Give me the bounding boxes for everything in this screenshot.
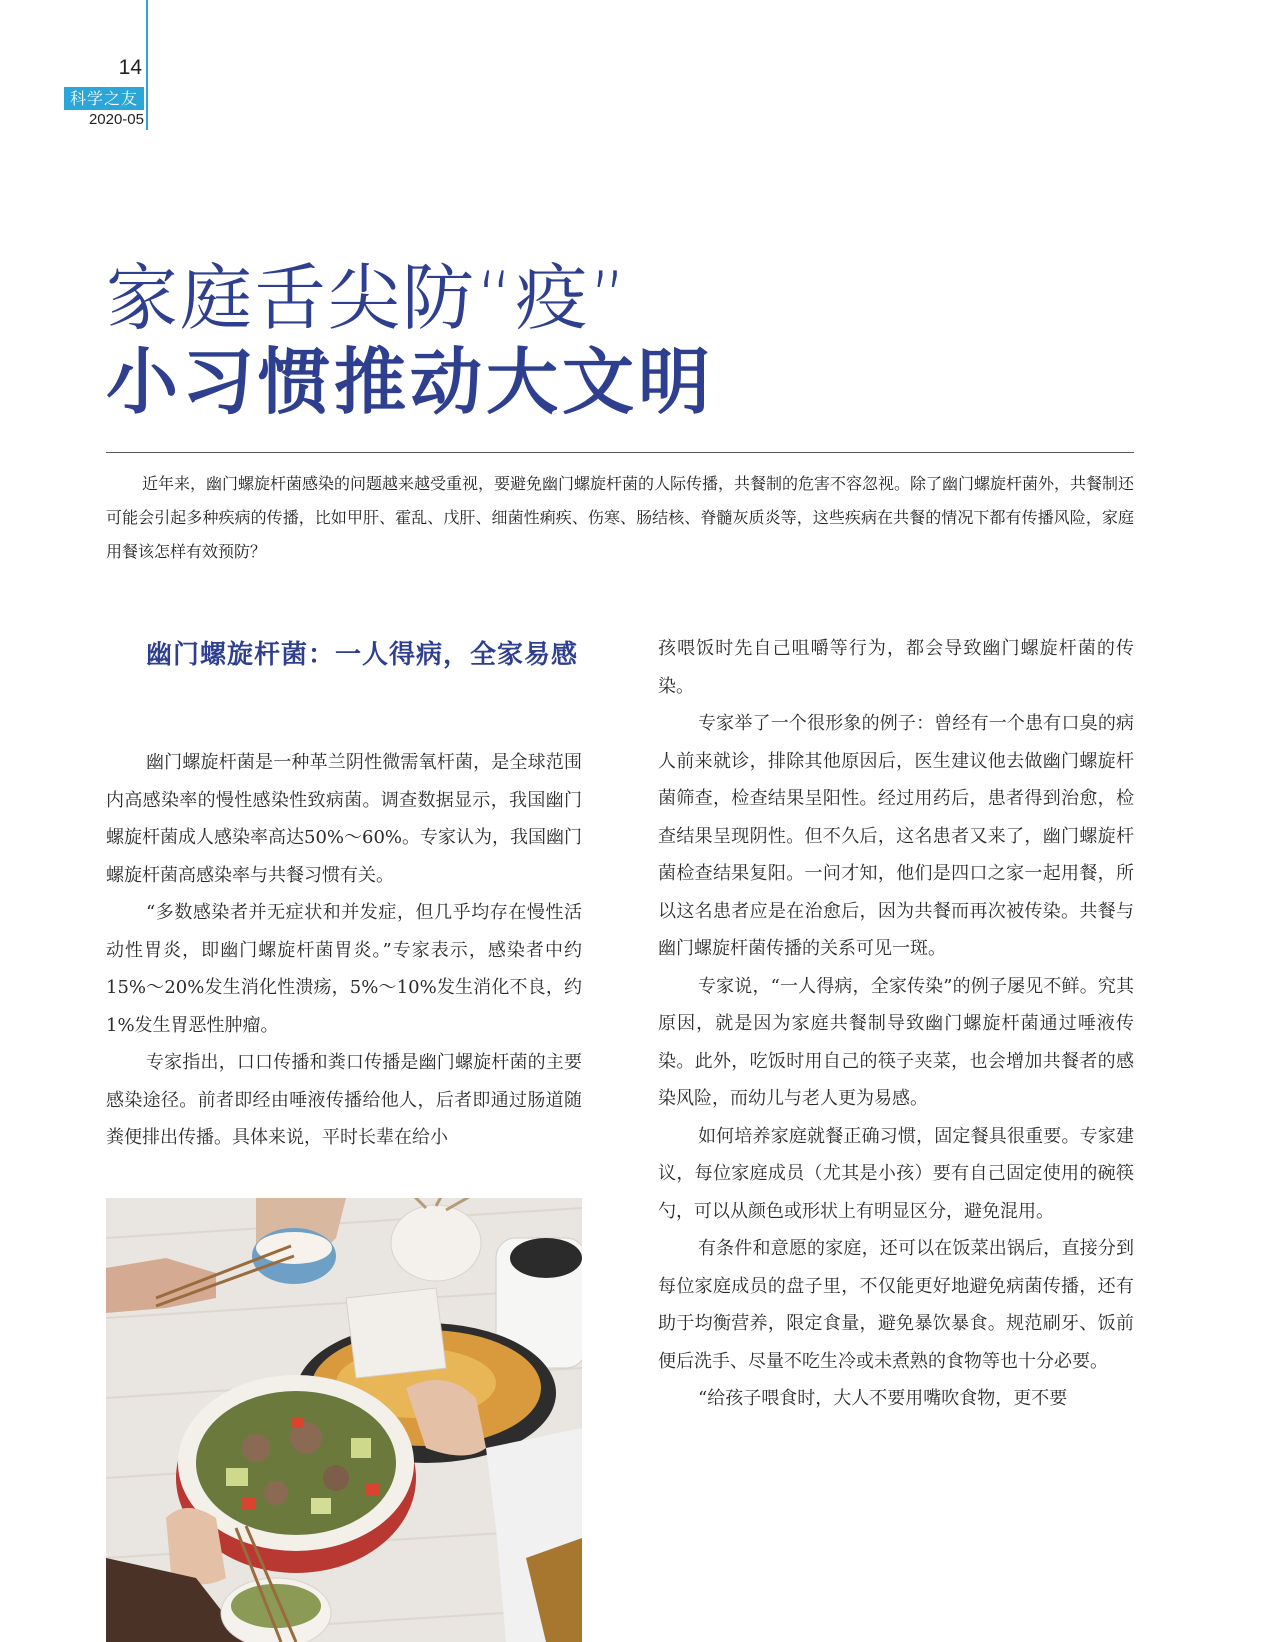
section-heading: 幽门螺旋杆菌：一人得病，全家易感 — [146, 640, 579, 670]
family-meal-photo — [106, 1198, 582, 1642]
paragraph: 有条件和意愿的家庭，还可以在饭菜出锅后，直接分到每位家庭成员的盘子里，不仅能更好地避免病菌传播，还有助于均衡营养，限定食量，避免暴饮暴食。规范刷牙、饭前便后洗手、尽量不吃生冷或未煮熟的食物等也十分必要。 — [658, 1238, 1134, 1372]
paragraph: “多数感染者并无症状和并发症，但几乎均存在慢性活动性胃炎，即幽门螺旋杆菌胃炎。”专家表示，感染者中约15%～20%发生消化性溃疡，5%～10%发生消化不良，约1%发生胃恶性肿瘤。 — [106, 902, 582, 1036]
title-rule — [106, 452, 1134, 453]
page-number: 14 — [118, 56, 142, 79]
paragraph: 专家举了一个很形象的例子：曾经有一个患有口臭的病人前来就诊，排除其他原因后，医生建议他去做幽门螺旋杆菌筛查，检查结果呈阳性。经过用药后，患者得到治愈，检查结果呈现阴性。但不久后，这名患者又来了，幽门螺旋杆菌检查结果复阳。一问才知，他们是四口之家一起用餐，所以这名患者应是在治愈后，因为共餐而再次被传染。共餐与幽门螺旋杆菌传播的关系可见一斑。 — [658, 713, 1134, 959]
header-divider-line — [146, 0, 148, 130]
right-column — [658, 630, 1134, 1418]
issue-date: 2020-05 — [88, 111, 144, 128]
left-column — [106, 744, 582, 1157]
paragraph-continuation: 孩喂饭时先自己咀嚼等行为，都会导致幽门螺旋杆菌的传染。 — [658, 638, 1134, 697]
article-title-line1: 家庭舌尖防“疫” — [106, 256, 629, 340]
paragraph: 如何培养家庭就餐正确习惯，固定餐具很重要。专家建议，每位家庭成员（尤其是小孩）要有自己固定使用的碗筷勺，可以从颜色或形状上有明显区分，避免混用。 — [658, 1125, 1134, 1222]
article-title-line2: 小习惯推动大文明 — [106, 340, 715, 424]
paragraph: 幽门螺旋杆菌是一种革兰阴性微需氧杆菌，是全球范围内高感染率的慢性感染性致病菌。调查数据显示，我国幽门螺旋杆菌成人感染率高达50%～60%。专家认为，我国幽门螺旋杆菌高感染率与共餐习惯有关。 — [106, 752, 583, 886]
article-intro: 近年来，幽门螺旋杆菌感染的问题越来越受重视，要避免幽门螺旋杆菌的人际传播，共餐制的危害不容忽视。除了幽门螺旋杆菌外，共餐制还可能会引起多种疾病的传播，比如甲肝、霍乱、戊肝、细菌性痢疾、伤寒、肠结核、脊髓灰质炎等，这些疾病在共餐的情况下都有传播风险，家庭用餐该怎样有效预防？ — [106, 474, 1135, 561]
paragraph: 专家指出，口口传播和粪口传播是幽门螺旋杆菌的主要感染途径。前者即经由唾液传播给他人，后者即通过肠道随粪便排出传播。具体来说，平时长辈在给小 — [106, 1052, 582, 1148]
magazine-name-badge: 科学之友 — [64, 87, 144, 110]
paragraph: 专家说，“一人得病，全家传染”的例子屡见不鲜。究其原因，就是因为家庭共餐制导致幽门螺旋杆菌通过唾液传染。此外，吃饭时用自己的筷子夹菜，也会增加共餐者的感染风险，而幼儿与老人更为易感。 — [658, 975, 1134, 1109]
paragraph: “给孩子喂食时，大人不要用嘴吹食物，更不要 — [698, 1388, 1068, 1409]
